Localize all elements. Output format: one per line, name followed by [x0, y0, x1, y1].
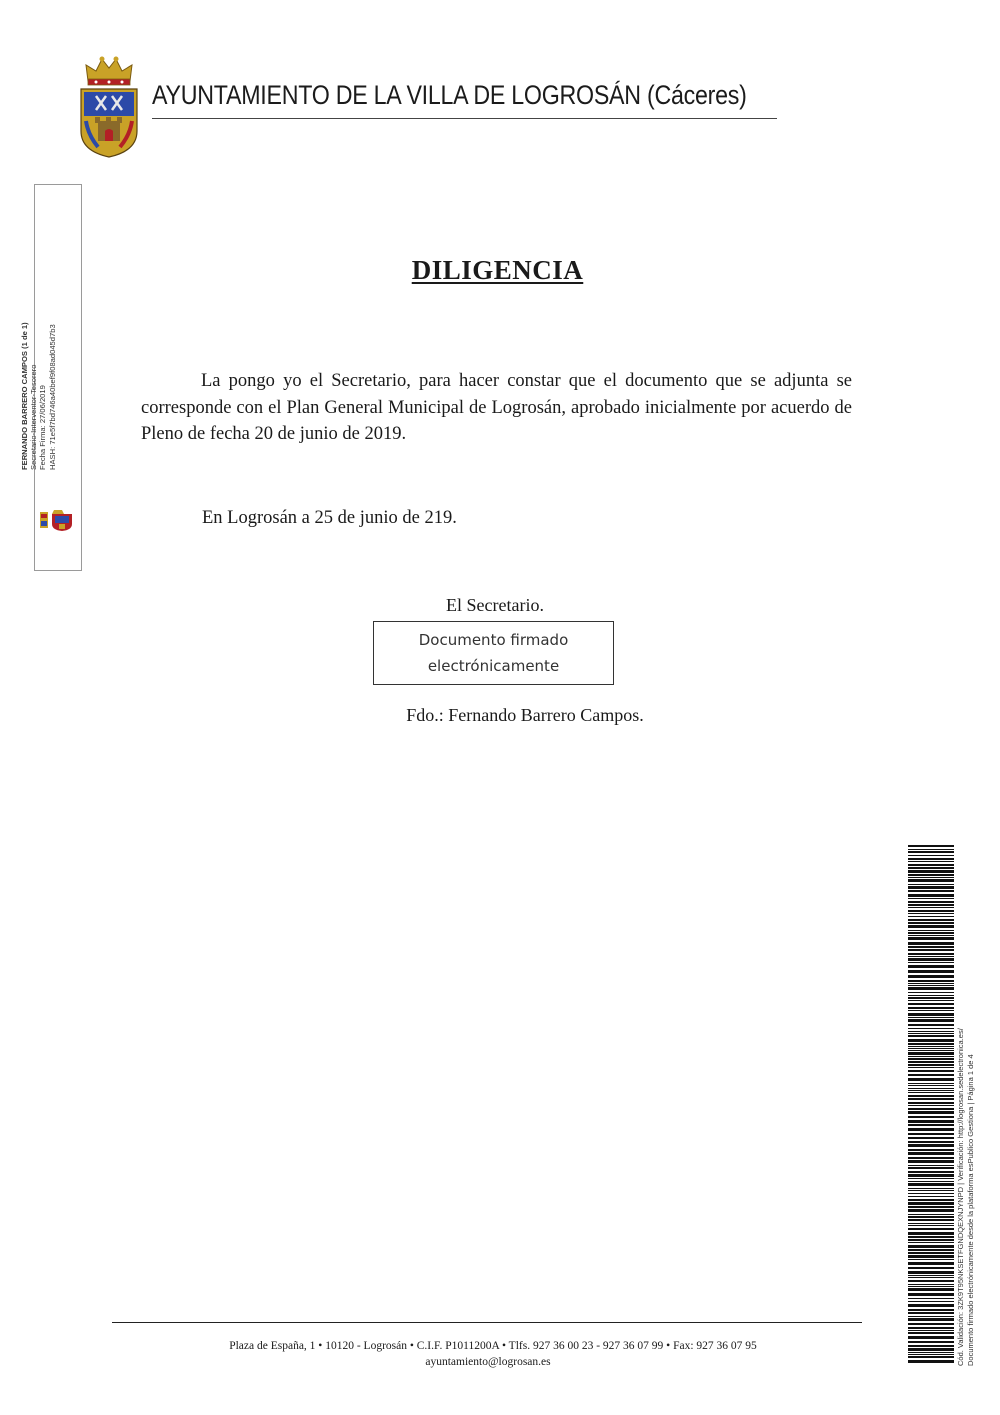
signature-date: Fecha Firma: 27/06/2019 [38, 385, 48, 470]
signed-by: Fdo.: Fernando Barrero Campos. [406, 705, 644, 725]
barcode-icon [908, 845, 954, 1365]
validation-code: Cód. Validación: 3ZK9T95NKSETFGNDQEXNJYNPD | Verificación: http://logrosan.sedelectronica.es/ [956, 1028, 965, 1366]
validation-text [956, 896, 975, 1366]
signature-stamp-text [20, 270, 57, 470]
coat-of-arms-icon [78, 55, 140, 159]
signer-position: Secretario-Interventor-Tesorero [29, 364, 39, 470]
footer-divider [112, 1322, 862, 1323]
footer-address: Plaza de España, 1 • 10120 - Logrosán • C.I.F. P1011200A • Tlfs. 927 36 00 23 - 927 36 07 99 • Fax: 927 36 07 95 [229, 1340, 757, 1352]
footer-email: ayuntamiento@logrosan.es [425, 1356, 551, 1368]
document-title-text: DILIGENCIA [411, 255, 584, 285]
signer-name: FERNANDO BARRERO CAMPOS (1 de 1) [20, 322, 29, 470]
signature-hash: HASH: 71e5f7bd746a40bef9f08ad045d7b3 [47, 324, 57, 470]
stamp-line-2: electrónicamente [427, 657, 560, 675]
validation-platform: Documento firmado electrónicamente desde la plataforma esPublico Gestiona | Página 1 de 4 [965, 1054, 975, 1366]
header-title: AYUNTAMIENTO DE LA VILLA DE LOGROSÁN (Cáceres) [152, 80, 747, 110]
stamp-line-1: Documento firmado [418, 631, 569, 649]
header-divider [152, 118, 777, 119]
place-and-date: En Logrosán a 25 de junio de 219. [202, 508, 457, 528]
stamp-crest-icon [38, 508, 78, 532]
diligence-paragraph: La pongo yo el Secretario, para hacer constar que el documento que se adjunta se corresponde con el Plan General Municipal de Logrosán, aprobado inicialmente por acuerdo de Pleno de fecha 20 de junio de 2019. [141, 371, 852, 444]
signer-role: El Secretario. [446, 595, 544, 615]
electronic-signature-box [373, 621, 614, 685]
document-title [0, 255, 995, 286]
